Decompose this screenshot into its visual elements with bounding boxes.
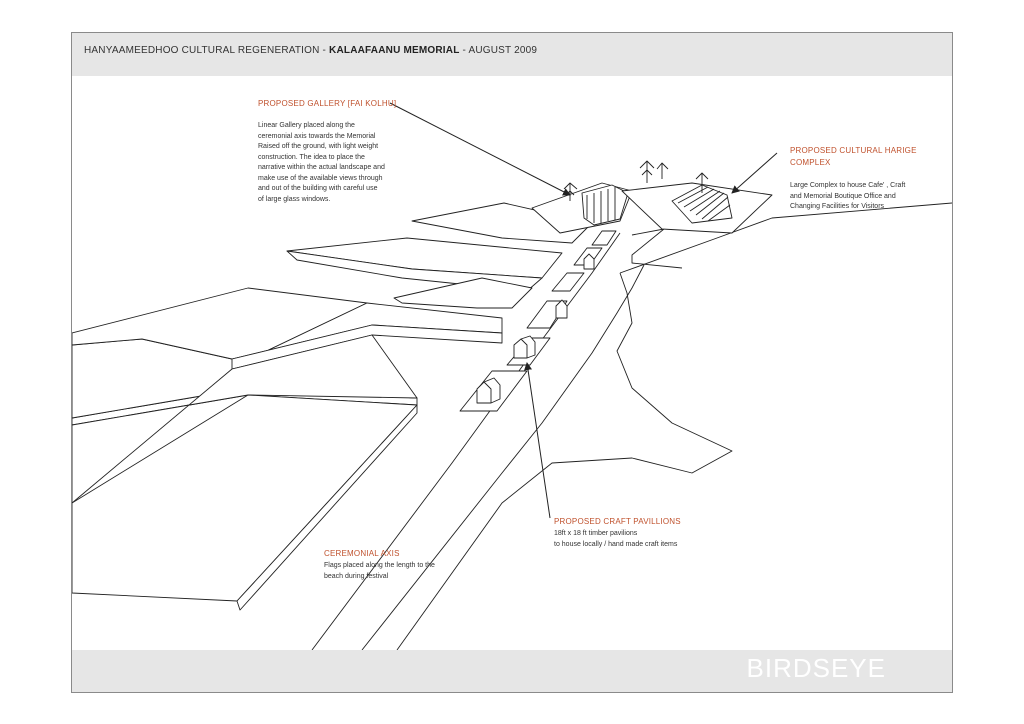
gallery-heading: PROPOSED GALLERY [FAI KOLHU] bbox=[258, 99, 397, 108]
heritage-complex bbox=[622, 161, 772, 233]
view-label: BIRDSEYE bbox=[746, 653, 886, 683]
birdseye-drawing bbox=[72, 33, 952, 650]
gallery-description: Linear Gallery placed along the ceremonial axis towards the Memorial Raised off the ground, with light weight construction. The idea to place the narrative within the actual landscape and make use of the available views through and out of the building with careful use of large glass windows. bbox=[258, 122, 385, 203]
pavilion-1 bbox=[477, 378, 500, 403]
heritage-heading-line1: PROPOSED CULTURAL HARIGE bbox=[790, 146, 917, 155]
heritage-heading-line2: COMPLEX bbox=[790, 158, 831, 167]
pavilions-heading: PROPOSED CRAFT PAVILLIONS bbox=[554, 517, 681, 526]
axis-description: Flags placed along the length to the beach during festival bbox=[324, 562, 435, 580]
pavilions-description: 18ft x 18 ft timber pavilions to house locally / hand made craft items bbox=[554, 530, 678, 548]
heritage-leader bbox=[732, 153, 777, 193]
complex-tree-2 bbox=[657, 163, 668, 179]
axis-heading: CEREMONIAL AXIS bbox=[324, 549, 400, 558]
title-project: KALAAFAANU MEMORIAL bbox=[329, 45, 460, 56]
pavilion-leader bbox=[527, 363, 550, 518]
title-prefix: HANYAAMEEDHOO CULTURAL REGENERATION - bbox=[84, 45, 330, 56]
title-date: - AUGUST 2009 bbox=[459, 45, 538, 56]
plot-6 bbox=[592, 231, 616, 245]
drawing-sheet bbox=[71, 32, 953, 693]
heritage-description: Large Complex to house Cafe' , Craft and Memorial Boutique Office and Changing Facilities for Visitors bbox=[790, 182, 906, 210]
shoreline bbox=[632, 229, 682, 268]
plot-4 bbox=[552, 273, 584, 291]
gallery-leader bbox=[390, 103, 570, 195]
pavilion-2 bbox=[514, 336, 535, 358]
complex-tree-1 bbox=[640, 161, 654, 183]
